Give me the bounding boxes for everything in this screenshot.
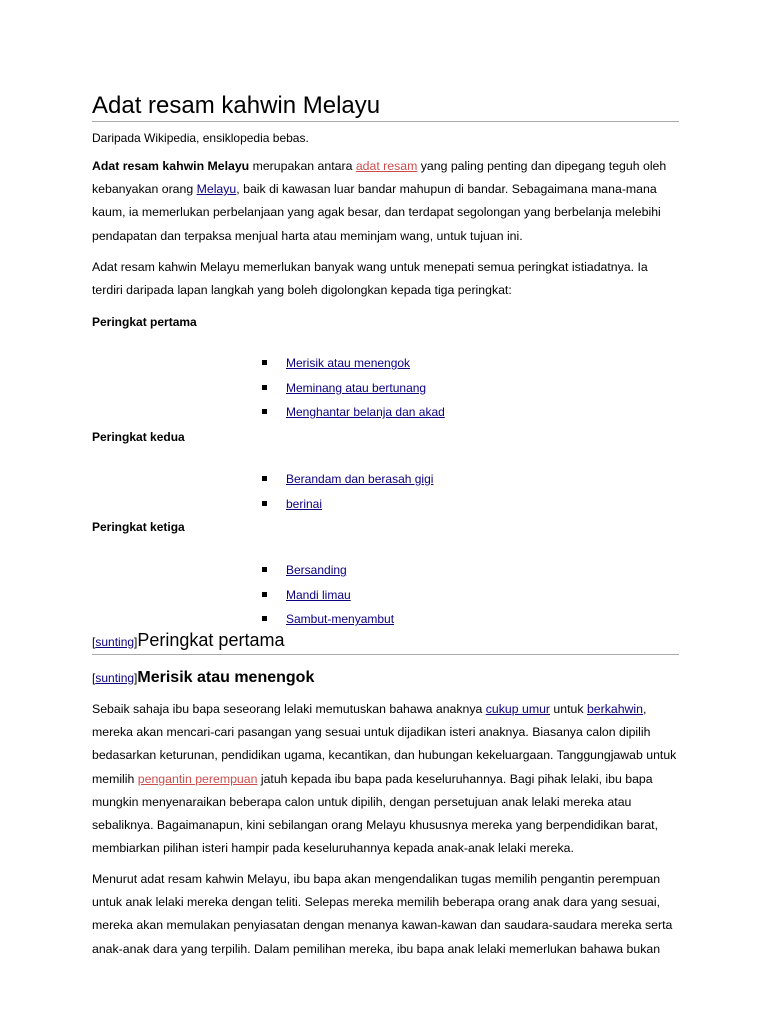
bullet-icon	[262, 567, 267, 572]
intro-text-1: merupakan antara	[249, 159, 356, 173]
subsection-title: Merisik atau menengok	[137, 669, 315, 686]
list-item	[262, 562, 394, 587]
intro-text-3: , baik di kawasan luar bandar mahupun di bandar. Sebagaimana mana-mana kaum, ia memerlukan perbelanjaan yang agak besar, dan terdapat segolongan yang berbelanja melebihi pendapatan dan terpaksa menjual harta atau meminjam wang, untuk tujuan ini.	[92, 182, 661, 243]
link-sambut-menyambut[interactable]: Sambut-menyambut	[286, 612, 395, 626]
link-berkahwin[interactable]: berkahwin	[586, 702, 643, 716]
section-heading	[92, 628, 284, 654]
level-list-3	[262, 562, 394, 636]
list-item	[262, 587, 394, 612]
link-melayu[interactable]: Melayu	[196, 182, 237, 197]
list-item	[262, 496, 433, 521]
list-item	[262, 380, 445, 405]
subsection-heading	[92, 666, 314, 690]
tagline: Daripada Wikipedia, ensiklopedia bebas.	[92, 131, 309, 145]
level-heading-3: Peringkat ketiga	[92, 520, 185, 534]
edit-section-link	[92, 635, 137, 649]
link-berinai[interactable]: berinai	[286, 496, 323, 511]
bullet-icon	[262, 385, 267, 390]
link-merisik[interactable]: Merisik atau menengok	[286, 356, 411, 370]
bullet-icon	[262, 360, 267, 365]
bullet-icon	[262, 501, 267, 506]
link-berandam[interactable]: Berandam dan berasah gigi	[286, 472, 434, 486]
para3-text-4: jatuh kepada ibu bapa pada keseluruhannya. Bagi pihak lelaki, ibu bapa mungkin menyenaraikan beberapa calon untuk dipilih, dengan persetujuan anak lelaki mereka atau sebaliknya. Bagaimanapun, kini sebilangan orang Melayu khususnya mereka yang berpendidikan barat, membiarkan pilihan isteri hampir pada keseluruhannya kepada anak-anak lelaki mereka.	[92, 771, 659, 856]
title-divider	[92, 121, 679, 122]
level-heading-1: Peringkat pertama	[92, 315, 197, 329]
level-list-1	[262, 355, 445, 429]
link-pengantin-perempuan[interactable]: pengantin perempuan	[137, 771, 258, 786]
list-item	[262, 355, 445, 380]
section-title: Peringkat pertama	[137, 630, 285, 650]
section-divider	[92, 654, 679, 655]
edit-link[interactable]: sunting	[95, 635, 135, 649]
level-heading-2: Peringkat kedua	[92, 430, 185, 444]
bullet-icon	[262, 476, 267, 481]
bracket-open: [	[92, 671, 96, 685]
bracket-close: ]	[134, 635, 138, 649]
pemilihan-paragraph: Menurut adat resam kahwin Melayu, ibu bapa akan mengendalikan tugas memilih pengantin perempuan untuk anak lelaki mereka dengan teliti. Selepas mereka memilih beberapa orang anak dara yang sesuai, mereka akan memulakan penyiasatan dengan menanya kawan-kawan dan saudara-saudara mereka serta anak-anak dara yang terpilih. Dalam pemilihan mereka, ibu bapa anak lelaki memerlukan bahawa bukan	[92, 872, 673, 956]
list-item	[262, 404, 445, 429]
link-menghantar[interactable]: Menghantar belanja dan akad	[286, 405, 445, 419]
edit-link[interactable]: sunting	[95, 671, 135, 685]
intro-text-2: yang paling penting dan dipegang teguh oleh kebanyakan orang	[92, 159, 667, 197]
intro-paragraph	[92, 155, 679, 248]
para3-text-1: Sebaik sahaja ibu bapa seseorang lelaki memutuskan bahawa anaknya	[92, 702, 486, 716]
link-mandi-limau[interactable]: Mandi limau	[286, 587, 351, 602]
link-meminang[interactable]: Meminang atau bertunang	[286, 380, 427, 395]
link-cukup-umur[interactable]: cukup umur	[485, 702, 551, 716]
bullet-icon	[262, 616, 267, 621]
bracket-close: ]	[134, 671, 138, 685]
link-bersanding[interactable]: Bersanding	[286, 563, 347, 577]
level-list-2	[262, 471, 433, 520]
edit-subsection-link	[92, 671, 137, 685]
page-title: Adat resam kahwin Melayu	[92, 92, 381, 119]
merisik-paragraph	[92, 698, 679, 860]
bracket-open: [	[92, 635, 96, 649]
bullet-icon	[262, 592, 267, 597]
link-adat-resam[interactable]: adat resam	[355, 159, 418, 173]
bold-term: Adat resam kahwin Melayu	[92, 159, 250, 173]
para3-text-2: untuk	[550, 702, 587, 716]
list-item	[262, 471, 433, 496]
stages-paragraph: Adat resam kahwin Melayu memerlukan banyak wang untuk menepati semua peringkat istiadatnya. Ia terdiri daripada lapan langkah yang boleh digolongkan kepada tiga peringkat:	[92, 260, 648, 298]
bullet-icon	[262, 409, 267, 414]
para3-text-3: , mereka akan mencari-cari pasangan yang sesuai untuk dijadikan isteri anaknya. Biasanya calon dipilih bedasarkan keturunan, pendidikan ugama, kecantikan, dan hubungan kekeluargaan. Tanggungjawab untuk memilih	[92, 702, 677, 786]
